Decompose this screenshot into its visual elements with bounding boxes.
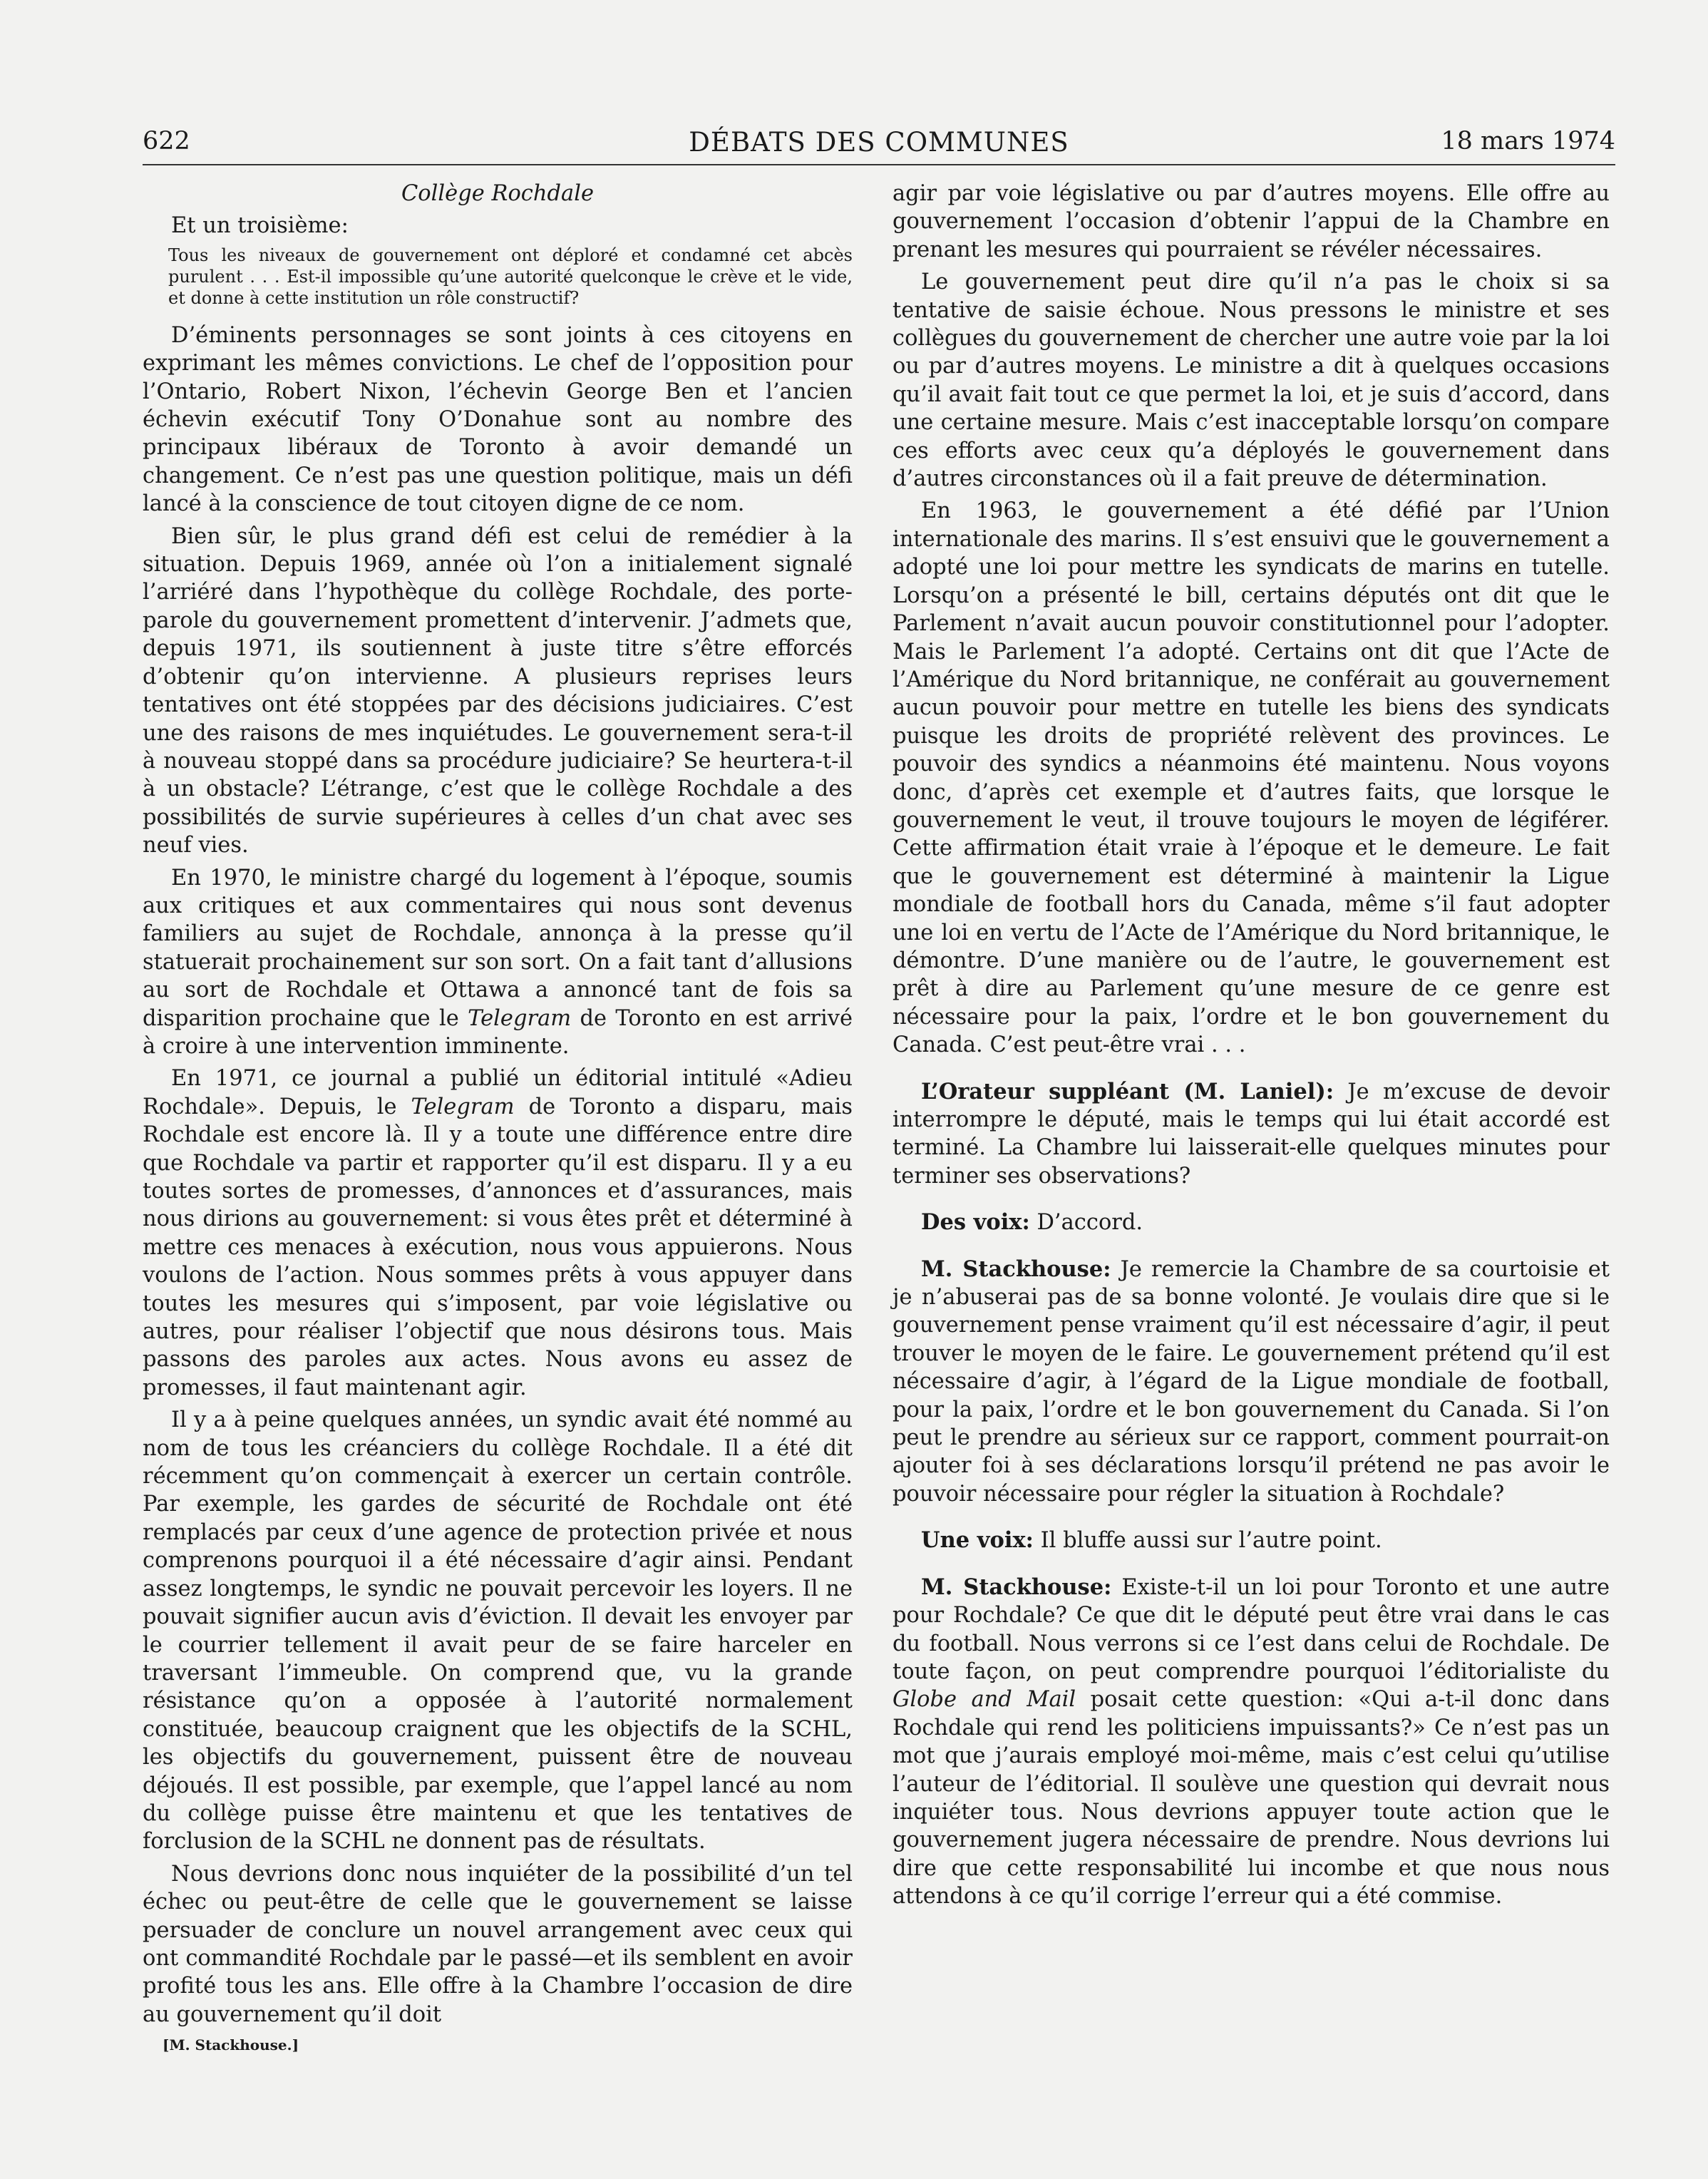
speech-text: D’accord. bbox=[1029, 1210, 1143, 1236]
paragraph: En 1963, le gouvernement a été défié par l’Union internationale des marins. Il s’est ensuivi que le gouvernement a adopté une loi pour mettre les syndicats de marins en tutelle. Lorsqu’on a présenté le bill, certains députés ont dit que le Parlement n’avait aucun pouvoir constitutionnel pour l’adopter. Mais le Parlement l’a adopté. Certains ont dit que l’Acte de l’Amérique du Nord britannique, ne conférait au gouvernement aucun pouvoir pour mettre en tutelle les biens des syndicats puisque les droits de propriété relèvent des provinces. Le pouvoir des syndics a néanmoins été maintenu. Nous voyons donc, d’après cet exemple et d’autres faits, que lorsque le gouvernement le veut, il trouve toujours le moyen de légiférer. Cette affirmation était vraie à l’époque et le demeure. Le fait que le gouvernement est déterminé à maintenir la Ligue mondiale de football hors du Canada, même s’il faut adopter une loi en vertu de l’Acte de l’Amérique du Nord britannique, le démontre. D’une manière ou de l’autre, le gouvernement est prêt à dire au Parlement qu’une mesure de ce genre est nécessaire pour la paix, l’ordre et le bon gouvernement du Canada. C’est peut-être vrai . . . bbox=[892, 498, 1610, 1058]
paragraph: Nous devrions donc nous inquiéter de la possibilité d’un tel échec ou peut-être de celle que le gouvernement se laisse persuader de conclure un nouvel arrangement avec ceux qui ont commandité Rochdale par le passé—et ils semblent en avoir profité tous les ans. Elle offre à la Chambre l’occasion de dire au gouvernement qu’il doit bbox=[143, 1861, 853, 2027]
speech bbox=[892, 1209, 1610, 1236]
speech bbox=[892, 1574, 1610, 1911]
left-column bbox=[143, 180, 853, 2058]
text-run-italic: Telegram bbox=[411, 1094, 515, 1119]
speech-text: Il bluffe aussi sur l’autre point. bbox=[1033, 1528, 1382, 1554]
paragraph: agir par voie législative ou par d’autres moyens. Elle offre au gouvernement l’occasion d’obtenir l’appui de la Chambre en prenant les mesures qui pourraient se révéler nécessaires. bbox=[892, 181, 1610, 262]
speaker-name: M. Stackhouse: bbox=[921, 1574, 1112, 1600]
paragraph: Bien sûr, le plus grand défi est celui de remédier à la situation. Depuis 1969, année où l’on a initialement signalé l’arriéré dans l’hypothèque du collège Rochdale, des porte-parole du gouvernement promettent d’intervenir. J’admets que, depuis 1971, ils soutiennent à juste titre s’être efforcés d’obtenir qu’on intervienne. A plusieurs reprises leurs tentatives ont été stoppées par des décisions judiciaires. C’est une des raisons de mes inquiétudes. Le gouvernement sera-t-il à nouveau stoppé dans sa procédure judiciaire? Se heurtera-t-il à un obstacle? L’étrange, c’est que le collège Rochdale a des possibilités de survie supérieures à celles d’un chat avec ses neuf vies. bbox=[143, 523, 853, 858]
page-header bbox=[143, 127, 1615, 161]
speech-text: Je remercie la Chambre de sa courtoisie et je n’abuserai pas de sa bonne volonté. Je voulais dire que si le gouvernement pense vraiment qu’il est nécessaire d’agir, il peut trouver le moyen de le faire. Le gouvernement prétend qu’il est nécessaire d’agir, à l’égard de la Ligue mondiale de football, pour la paix, l’ordre et le bon gouvernement du Canada. Si l’on peut le prendre au sérieux sur ce rapport, comment pourrait-on ajouter foi à ses déclarations lorsqu’il prétend ne pas avoir le pouvoir nécessaire pour régler la situation à Rochdale? bbox=[892, 1256, 1610, 1507]
paragraph: D’éminents personnages se sont joints à ces citoyens en exprimant les mêmes convictions. Le chef de l’opposition pour l’Ontario, Robert Nixon, l’échevin George Ben et l’ancien échevin exécutif Tony O’Donahue sont au nombre des principaux libéraux de Toronto à avoir demandé un changement. Ce n’est pas une question politique, mais un défi lancé à la conscience de tout citoyen digne de ce nom. bbox=[143, 322, 853, 517]
text-run: En 1971, ce journal a publié un éditorial intitulé «Adieu Rochdale». Depuis, le bbox=[143, 1066, 853, 1119]
speaker-footer: [M. Stackhouse.] bbox=[163, 2036, 299, 2054]
speaker-name: L’Orateur suppléant (M. Laniel): bbox=[921, 1078, 1334, 1104]
speech-text: posait cette question: «Qui a-t-il donc dans Rochdale qui rend les politiciens impuissants?» Ce n’est pas un mot que j’aurais employé moi-même, mais c’est celui qu’utilise l’auteur de l’éditorial. Il soulève une question qui devrait nous inquiéter tous. Nous devrions appuyer toute action que le gouvernement jugera nécessaire de prendre. Nous devrions lui dire que cette responsabilité lui incombe et que nous nous attendons à ce qu’il corrige l’erreur qui a été commise. bbox=[892, 1687, 1610, 1909]
speech-text: Existe-t-il un loi pour Toronto et une autre pour Rochdale? Ce que dit le député peut être vrai dans le cas du football. Nous verrons si ce l’est dans celui de Rochdale. De toute façon, on peut comprendre pourquoi l’éditorialiste du bbox=[892, 1574, 1610, 1684]
paragraph: Le gouvernement peut dire qu’il n’a pas le choix si sa tentative de saisie échoue. Nous pressons le ministre et ses collègues du gouvernement de chercher une autre voie par la loi ou par d’autres moyens. Le ministre a dit à quelques occasions qu’il avait fait tout ce que permet la loi, et je suis d’accord, dans une certaine mesure. Mais c’est inacceptable lorsqu’on compare ces efforts avec ceux qu’a déployés le gouvernement dans d’autres circonstances où il a fait preuve de détermination. bbox=[892, 270, 1610, 492]
text-run-italic: Globe and Mail bbox=[892, 1687, 1076, 1713]
speech bbox=[892, 1256, 1610, 1509]
text-run: de Toronto a disparu, mais Rochdale est encore là. Il y a toute une différence entre dire que Rochdale va partir et rapporter qu’il est disparu. Il y a eu toutes sortes de promesses, d’annonces et d’assurances, mais nous dirions au gouvernement: si vous êtes prêt et déterminé à mettre ces menaces à exécution, nous vous appuierons. Nous voulons de l’action. Nous sommes prêts à vous appuyer dans toutes les mesures qui s’imposent, par voie législative ou autres, pour réaliser l’objectif que nous désirons tous. Mais passons des paroles aux actes. Nous avons eu assez de promesses, il faut maintenant agir. bbox=[143, 1094, 853, 1400]
paragraph: Et un troisième: bbox=[171, 213, 349, 239]
page-date: 18 mars 1974 bbox=[1441, 127, 1615, 155]
publication-title: DÉBATS DES COMMUNES bbox=[689, 127, 1069, 158]
block-quote: Tous les niveaux de gouvernement ont déploré et condamné cet abcès purulent . . . Est-il impossible qu’une autorité quelconque le crève et le vide, et donne à cette institution un rôle constructif? bbox=[168, 245, 853, 308]
right-column bbox=[892, 180, 1610, 1915]
speaker-name: Une voix: bbox=[921, 1527, 1034, 1554]
header-rule bbox=[143, 164, 1615, 165]
speaker-name: Des voix: bbox=[921, 1209, 1030, 1236]
speech-text: Je m’excuse de devoir interrompre le député, mais le temps qui lui était accordé est terminé. La Chambre lui laisserait-elle quelques minutes pour terminer ses observations? bbox=[892, 1079, 1610, 1189]
page-number: 622 bbox=[143, 127, 190, 155]
speech bbox=[892, 1527, 1610, 1554]
text-run-italic: Telegram bbox=[468, 1005, 572, 1031]
text-run: En 1970, le ministre chargé du logement à l’époque, soumis aux critiques et aux commentaires qui nous sont devenus familiers au sujet de Rochdale, annonça à la presse qu’il statuerait prochainement sur son sort. On a fait tant d’allusions au sort de Rochdale et Ottawa a annoncé tant de fois sa disparition prochaine que le bbox=[143, 865, 853, 1031]
speech bbox=[892, 1078, 1610, 1191]
paragraph bbox=[143, 1065, 853, 1402]
speaker-name: M. Stackhouse: bbox=[921, 1256, 1111, 1282]
paragraph: Il y a à peine quelques années, un syndic avait été nommé au nom de tous les créanciers du collège Rochdale. Il a été dit récemment qu’on commençait à exercer un certain contrôle. Par exemple, les gardes de sécurité de Rochdale ont été remplacés par ceux d’une agence de protection privée et nous comprenons pourquoi il a été nécessaire d’agir ainsi. Pendant assez longtemps, le syndic ne pouvait percevoir les loyers. Il ne pouvait signifier aucun avis d’éviction. Il devait les envoyer par le courrier tellement il avait peur de se faire harceler en traversant l’immeuble. On comprend que, vu la grande résistance qu’on a opposée à l’autorité normalement constituée, beaucoup craignent que les objectifs de la SCHL, les objectifs du gouvernement, puissent être de nouveau déjoués. Il est possible, par exemple, que l’appel lancé au nom du collège puisse être maintenu et que les tentatives de forclusion de la SCHL ne donnent pas de résultats. bbox=[143, 1408, 853, 1855]
text-run: de Toronto en est arrivé à croire à une intervention imminente. bbox=[143, 1005, 853, 1059]
paragraph bbox=[143, 864, 853, 1061]
section-heading: Collège Rochdale bbox=[401, 181, 595, 206]
